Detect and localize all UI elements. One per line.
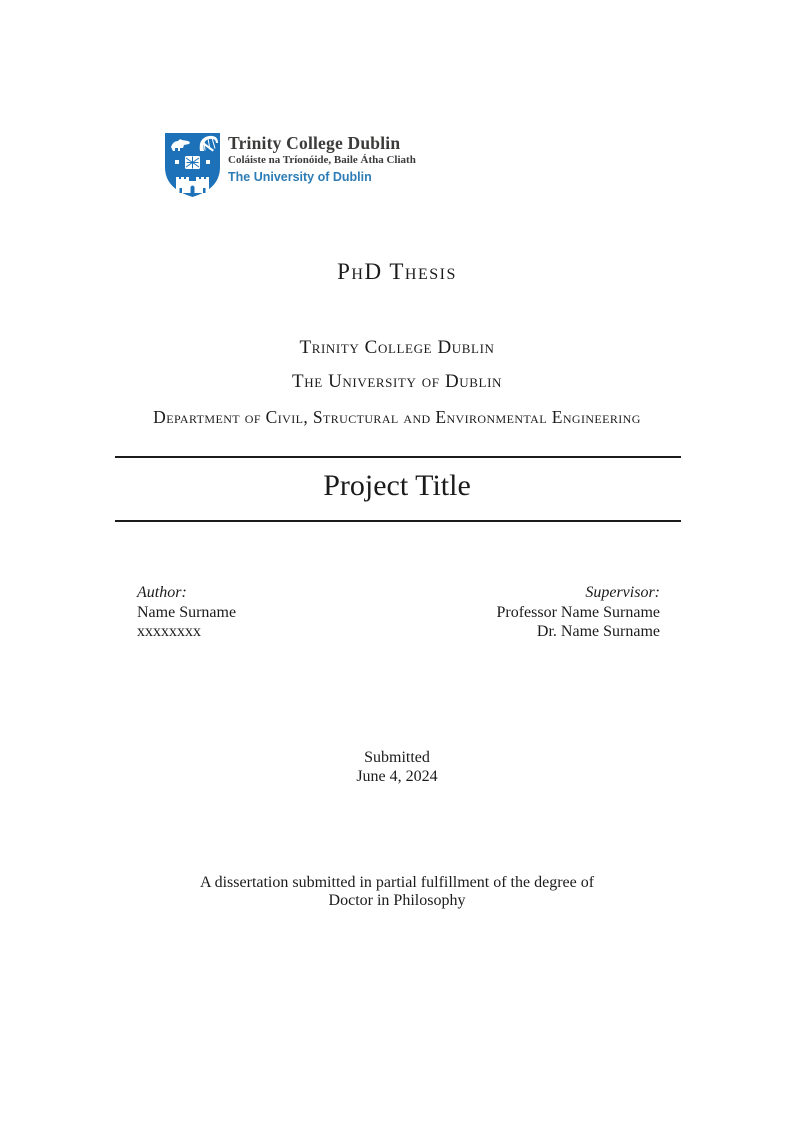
title-rule-bottom: [115, 520, 681, 522]
supervisor-label: Supervisor:: [585, 584, 660, 601]
department-line: Department of Civil, Structural and Environmental Engineering: [153, 407, 641, 427]
logo-college-name: Trinity College Dublin: [228, 133, 401, 153]
author-id: xxxxxxxx: [137, 623, 201, 640]
degree-statement: [0, 874, 794, 909]
tcd-logo: [163, 131, 416, 199]
submission-date: June 4, 2024: [356, 767, 438, 785]
university-line: The University of Dublin: [292, 371, 502, 392]
supervisor-name-secondary: Dr. Name Surname: [536, 623, 660, 640]
submission-block: [0, 749, 794, 786]
degree-statement-line2: Doctor in Philosophy: [328, 891, 466, 909]
title-rule-top: [115, 456, 681, 458]
logo-university-name: The University of Dublin: [228, 170, 372, 184]
supervisor-name-primary: Professor Name Surname: [496, 603, 660, 621]
author-supervisor-block: [115, 583, 681, 642]
project-title: Project Title: [323, 469, 471, 502]
author-name: Name Surname: [137, 603, 237, 621]
supervisor-column: [496, 583, 681, 642]
tcd-shield-icon: [163, 131, 222, 199]
submission-label: Submitted: [364, 749, 430, 766]
degree-statement-line1: A dissertation submitted in partial fulfillment of the degree of: [199, 874, 595, 891]
author-column: [115, 583, 236, 642]
thesis-type-heading: PhD Thesis: [337, 259, 457, 284]
tcd-logo-text: [228, 131, 416, 185]
institution-line: Trinity College Dublin: [299, 337, 495, 358]
logo-irish-name: Coláiste na Tríonóide, Baile Átha Cliath: [228, 154, 416, 166]
author-label: Author:: [137, 584, 187, 601]
